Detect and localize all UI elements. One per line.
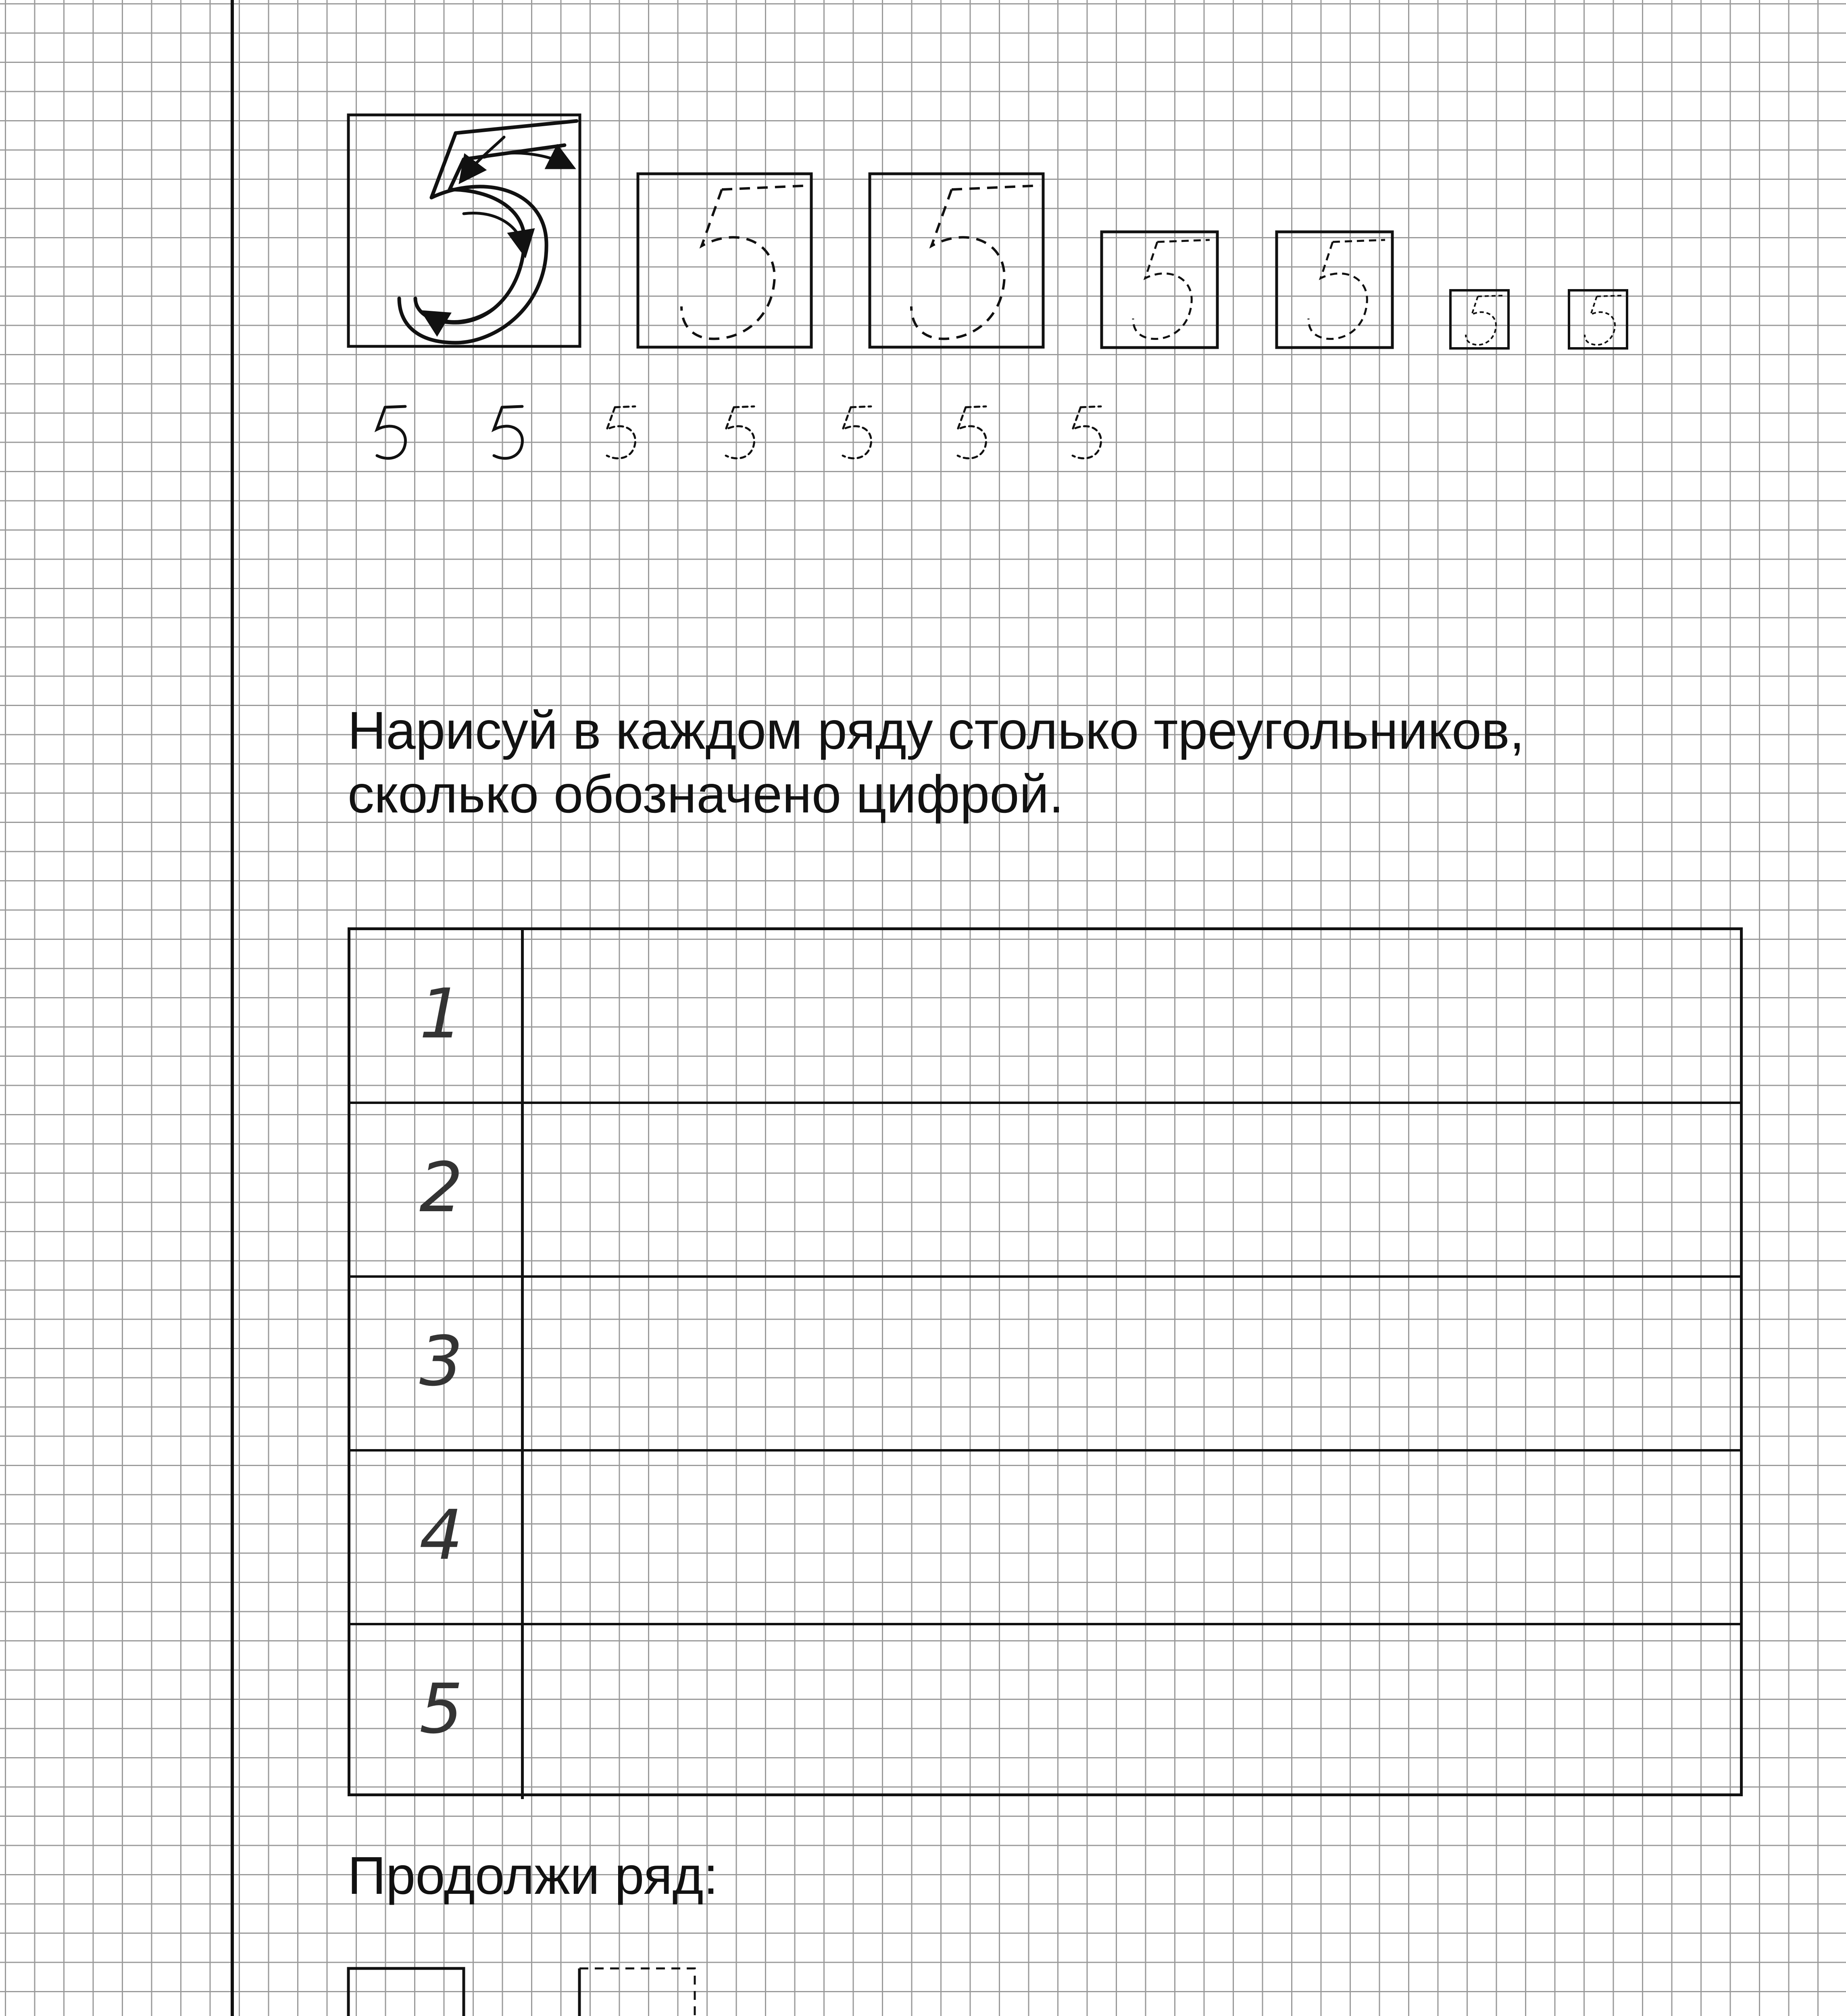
practice-digit-box-1 (638, 174, 811, 347)
answer-cell-3[interactable] (524, 1278, 1740, 1449)
table-row (350, 930, 1740, 1104)
answer-cell-5[interactable] (524, 1625, 1740, 1799)
practice-digit-box-4 (1277, 232, 1392, 348)
table-row (350, 1104, 1740, 1278)
practice-digit-box-2 (870, 174, 1043, 347)
row-trace-digits (377, 406, 1101, 458)
table-row (350, 1452, 1740, 1625)
example-digit-box (348, 115, 580, 346)
answer-cell-1[interactable] (524, 930, 1740, 1102)
practice-digit-box-6 (1569, 290, 1627, 348)
table-row (350, 1625, 1740, 1799)
row-number: 1 (419, 974, 463, 1054)
row-number: 4 (419, 1495, 463, 1575)
practice-digit-box-5 (1450, 290, 1508, 348)
number-cell (350, 930, 524, 1102)
table-row (350, 1278, 1740, 1452)
answer-cell-2[interactable] (524, 1104, 1740, 1275)
task-triangles-instruction-line-2: сколько обозначено цифрой. (348, 764, 1064, 824)
row-number: 5 (419, 1669, 463, 1749)
number-cell (350, 1625, 524, 1799)
pattern-row-1 (348, 1968, 810, 2016)
practice-digit-box-3 (1102, 232, 1217, 348)
number-cell (350, 1104, 524, 1275)
row-number: 2 (419, 1148, 463, 1228)
number-cell (350, 1452, 524, 1623)
task-pattern-instruction: Продолжи ряд: (348, 1846, 719, 1905)
triangle-count-table (348, 927, 1743, 1796)
answer-cell-4[interactable] (524, 1452, 1740, 1623)
task-triangles-instruction-line-1: Нарисуй в каждом ряду столько треугольников, (348, 701, 1525, 760)
number-cell (350, 1278, 524, 1449)
row-number: 3 (419, 1322, 463, 1402)
